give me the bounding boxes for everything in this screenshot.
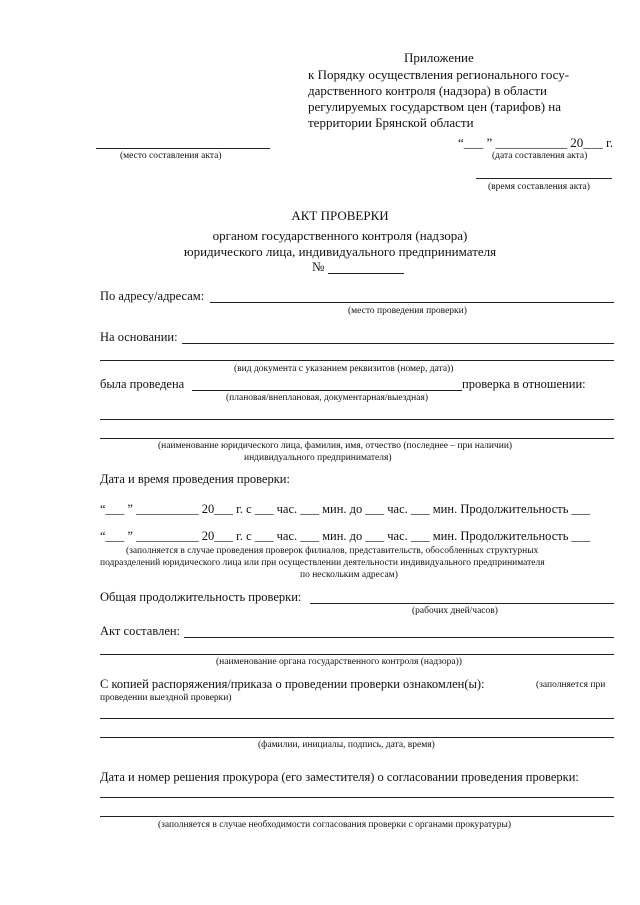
act-subtitle: органом государственного контроля (надзора) bbox=[212, 228, 468, 243]
drawn-label: Акт составлен: bbox=[100, 624, 181, 638]
basis-caption: (вид документа с указанием реквизитов (номер, дата)) bbox=[234, 364, 454, 374]
entity-caption: (наименование юридического лица, фамилия, имя, отчество (последнее – при наличии) bbox=[158, 441, 513, 451]
entity-field[interactable] bbox=[100, 419, 614, 420]
conducted-type-field[interactable] bbox=[192, 390, 462, 391]
act-number-field[interactable] bbox=[328, 273, 404, 274]
drawn-field[interactable] bbox=[184, 637, 614, 638]
conducted-caption: (плановая/внеплановая, документарная/выездная) bbox=[226, 393, 428, 403]
total-caption: (рабочих дней/часов) bbox=[412, 606, 498, 616]
appendix-line: регулируемых государством цен (тарифов) на bbox=[308, 99, 562, 114]
prosecutor-label: Дата и номер решения прокурора (его заместителя) о согласовании проведения проверки: bbox=[100, 770, 579, 784]
total-field[interactable] bbox=[310, 603, 614, 604]
appendix-title: Приложение bbox=[404, 50, 474, 65]
copy-label: С копией распоряжения/приказа о проведении проверки ознакомлен(ы): bbox=[100, 677, 485, 691]
date-line[interactable]: “___ ” ___________ 20___ г. bbox=[458, 135, 614, 150]
copy-field[interactable] bbox=[100, 718, 614, 719]
copy-note: (заполняется при bbox=[536, 680, 606, 690]
basis-field-2[interactable] bbox=[100, 360, 614, 361]
place-caption: (место составления акта) bbox=[120, 151, 222, 161]
branches-caption: по нескольким адресам) bbox=[300, 570, 398, 580]
act-title: АКТ ПРОВЕРКИ bbox=[291, 208, 389, 223]
copy-caption: (фамилии, инициалы, подпись, дата, время) bbox=[258, 740, 435, 750]
address-caption: (место проведения проверки) bbox=[348, 306, 467, 316]
act-number-prefix: № bbox=[312, 259, 325, 274]
address-label: По адресу/адресам: bbox=[100, 289, 205, 303]
address-field[interactable] bbox=[210, 302, 614, 303]
basis-label: На основании: bbox=[100, 330, 178, 344]
appendix-line: дарственного контроля (надзора) в области bbox=[308, 83, 547, 98]
act-subtitle: юридического лица, индивидуального предпринимателя bbox=[183, 244, 497, 259]
place-line[interactable] bbox=[96, 148, 270, 149]
drawn-field-2[interactable] bbox=[100, 654, 614, 655]
datetime-row[interactable]: “___ ” __________ 20___ г. с ___ час. ___ мин. до ___ час. ___ мин. Продолжительность ___ bbox=[100, 529, 591, 543]
drawn-caption: (наименование органа государственного контроля (надзора)) bbox=[216, 657, 462, 667]
entity-field-2[interactable] bbox=[100, 438, 614, 439]
time-caption: (время составления акта) bbox=[488, 182, 590, 192]
conducted-label: была проведена bbox=[100, 377, 185, 391]
copy-note: проведении выездной проверки) bbox=[100, 693, 232, 703]
prosecutor-field[interactable] bbox=[100, 797, 614, 798]
time-line[interactable] bbox=[476, 178, 612, 179]
entity-caption: индивидуального предпринимателя) bbox=[244, 453, 392, 463]
datetime-label: Дата и время проведения проверки: bbox=[100, 472, 290, 486]
appendix-line: к Порядку осуществления регионального госу- bbox=[308, 67, 570, 82]
prosecutor-field-2[interactable] bbox=[100, 816, 614, 817]
appendix-line: территории Брянской области bbox=[308, 115, 474, 130]
branches-caption: подразделений юридического лица или при осуществлении деятельности индивидуального предпринимателя bbox=[100, 558, 545, 568]
datetime-row[interactable]: “___ ” __________ 20___ г. с ___ час. ___ мин. до ___ час. ___ мин. Продолжительность ___ bbox=[100, 502, 591, 516]
total-label: Общая продолжительность проверки: bbox=[100, 590, 302, 604]
date-caption: (дата составления акта) bbox=[492, 151, 588, 161]
conducted-suffix: проверка в отношении: bbox=[462, 377, 586, 391]
basis-field[interactable] bbox=[182, 343, 614, 344]
copy-field-2[interactable] bbox=[100, 737, 614, 738]
prosecutor-caption: (заполняется в случае необходимости согласования проверки с органами прокуратуры) bbox=[158, 820, 512, 830]
branches-caption: (заполняется в случае проведения проверок филиалов, представительств, обособленных структурных bbox=[126, 546, 539, 556]
